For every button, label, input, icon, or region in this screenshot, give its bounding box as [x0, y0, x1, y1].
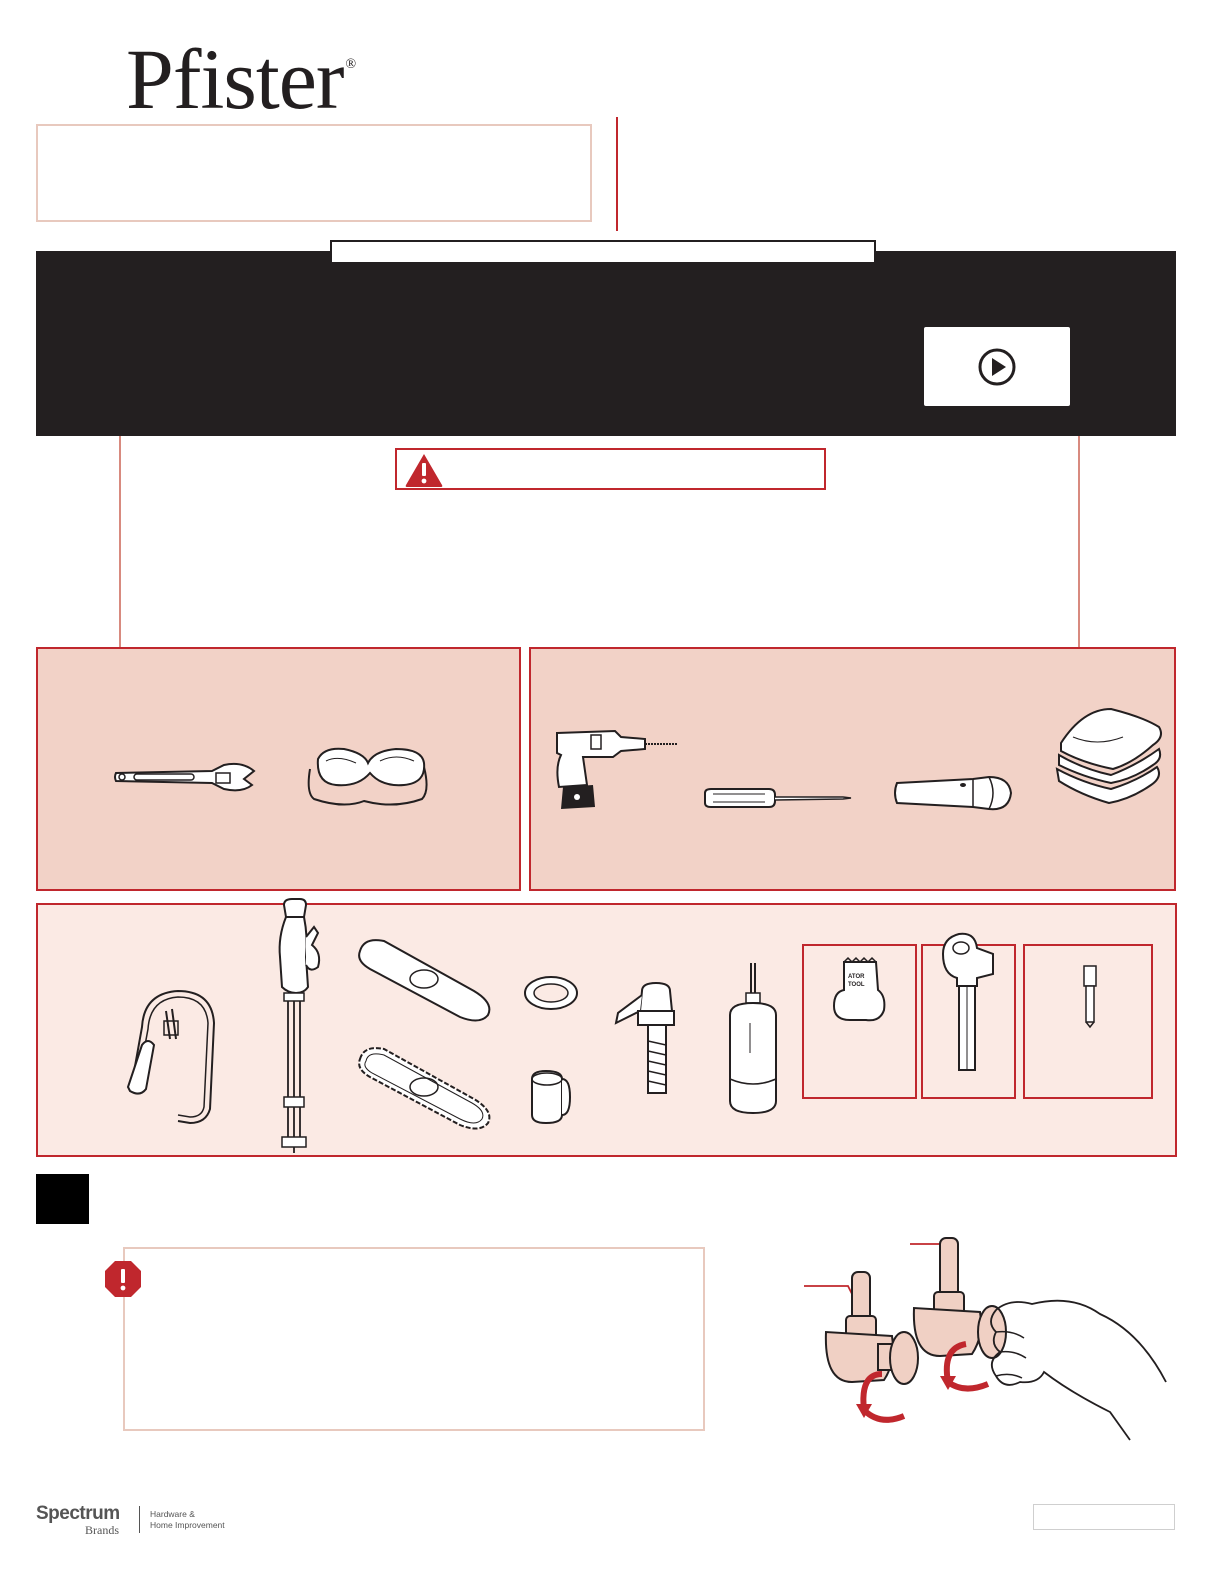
hex-driver-box	[1023, 944, 1153, 1099]
mounting-shank-icon	[937, 924, 1001, 1076]
svg-text:TOOL: TOOL	[848, 982, 865, 988]
header-divider	[616, 117, 618, 231]
mounting-shank-box	[921, 944, 1016, 1099]
guide-line-right	[1078, 436, 1080, 647]
warning-box	[395, 448, 826, 490]
division-label: Hardware & Home Improvement	[150, 1509, 225, 1530]
towels-icon	[1053, 707, 1165, 811]
pull-down-spray-hose-icon	[124, 983, 220, 1125]
note-box	[123, 1247, 705, 1431]
warning-triangle-icon	[404, 452, 444, 488]
play-icon	[977, 347, 1017, 387]
hose-weight-icon	[526, 1067, 574, 1127]
video-button[interactable]	[924, 327, 1070, 406]
spectrum-brands-logo: Spectrum Brands	[36, 1503, 120, 1537]
banner-tab	[330, 240, 876, 264]
screwdriver-icon	[703, 785, 853, 811]
model-info-box	[36, 124, 592, 222]
footer-divider	[139, 1506, 140, 1533]
mounting-ring-icon	[522, 973, 580, 1013]
exclamation-icon	[104, 1260, 142, 1298]
document-code-box	[1033, 1504, 1175, 1530]
installation-tool-box	[802, 944, 917, 1099]
svg-text:ATOR: ATOR	[848, 974, 865, 980]
faucet-body-icon	[270, 897, 326, 1159]
safety-goggles-icon	[304, 743, 430, 809]
hex-bit-icon	[1083, 964, 1097, 1028]
soap-dispenser-pump-icon	[612, 981, 686, 1103]
flashlight-icon	[893, 775, 1015, 813]
tools-required-panel	[36, 647, 521, 891]
shutoff-valves-illustration	[800, 1232, 1170, 1452]
step-number-box	[36, 1174, 89, 1224]
power-drill-icon	[553, 727, 679, 815]
soap-bottle-icon	[724, 963, 782, 1115]
installation-tool-icon	[830, 956, 890, 1026]
tools-optional-panel	[529, 647, 1176, 891]
deck-plate-icon	[354, 935, 494, 1025]
pfister-logo: Pfister ®	[126, 31, 356, 127]
deck-gasket-icon	[354, 1043, 494, 1133]
adjustable-wrench-icon	[112, 757, 258, 797]
guide-line-left	[119, 436, 121, 647]
